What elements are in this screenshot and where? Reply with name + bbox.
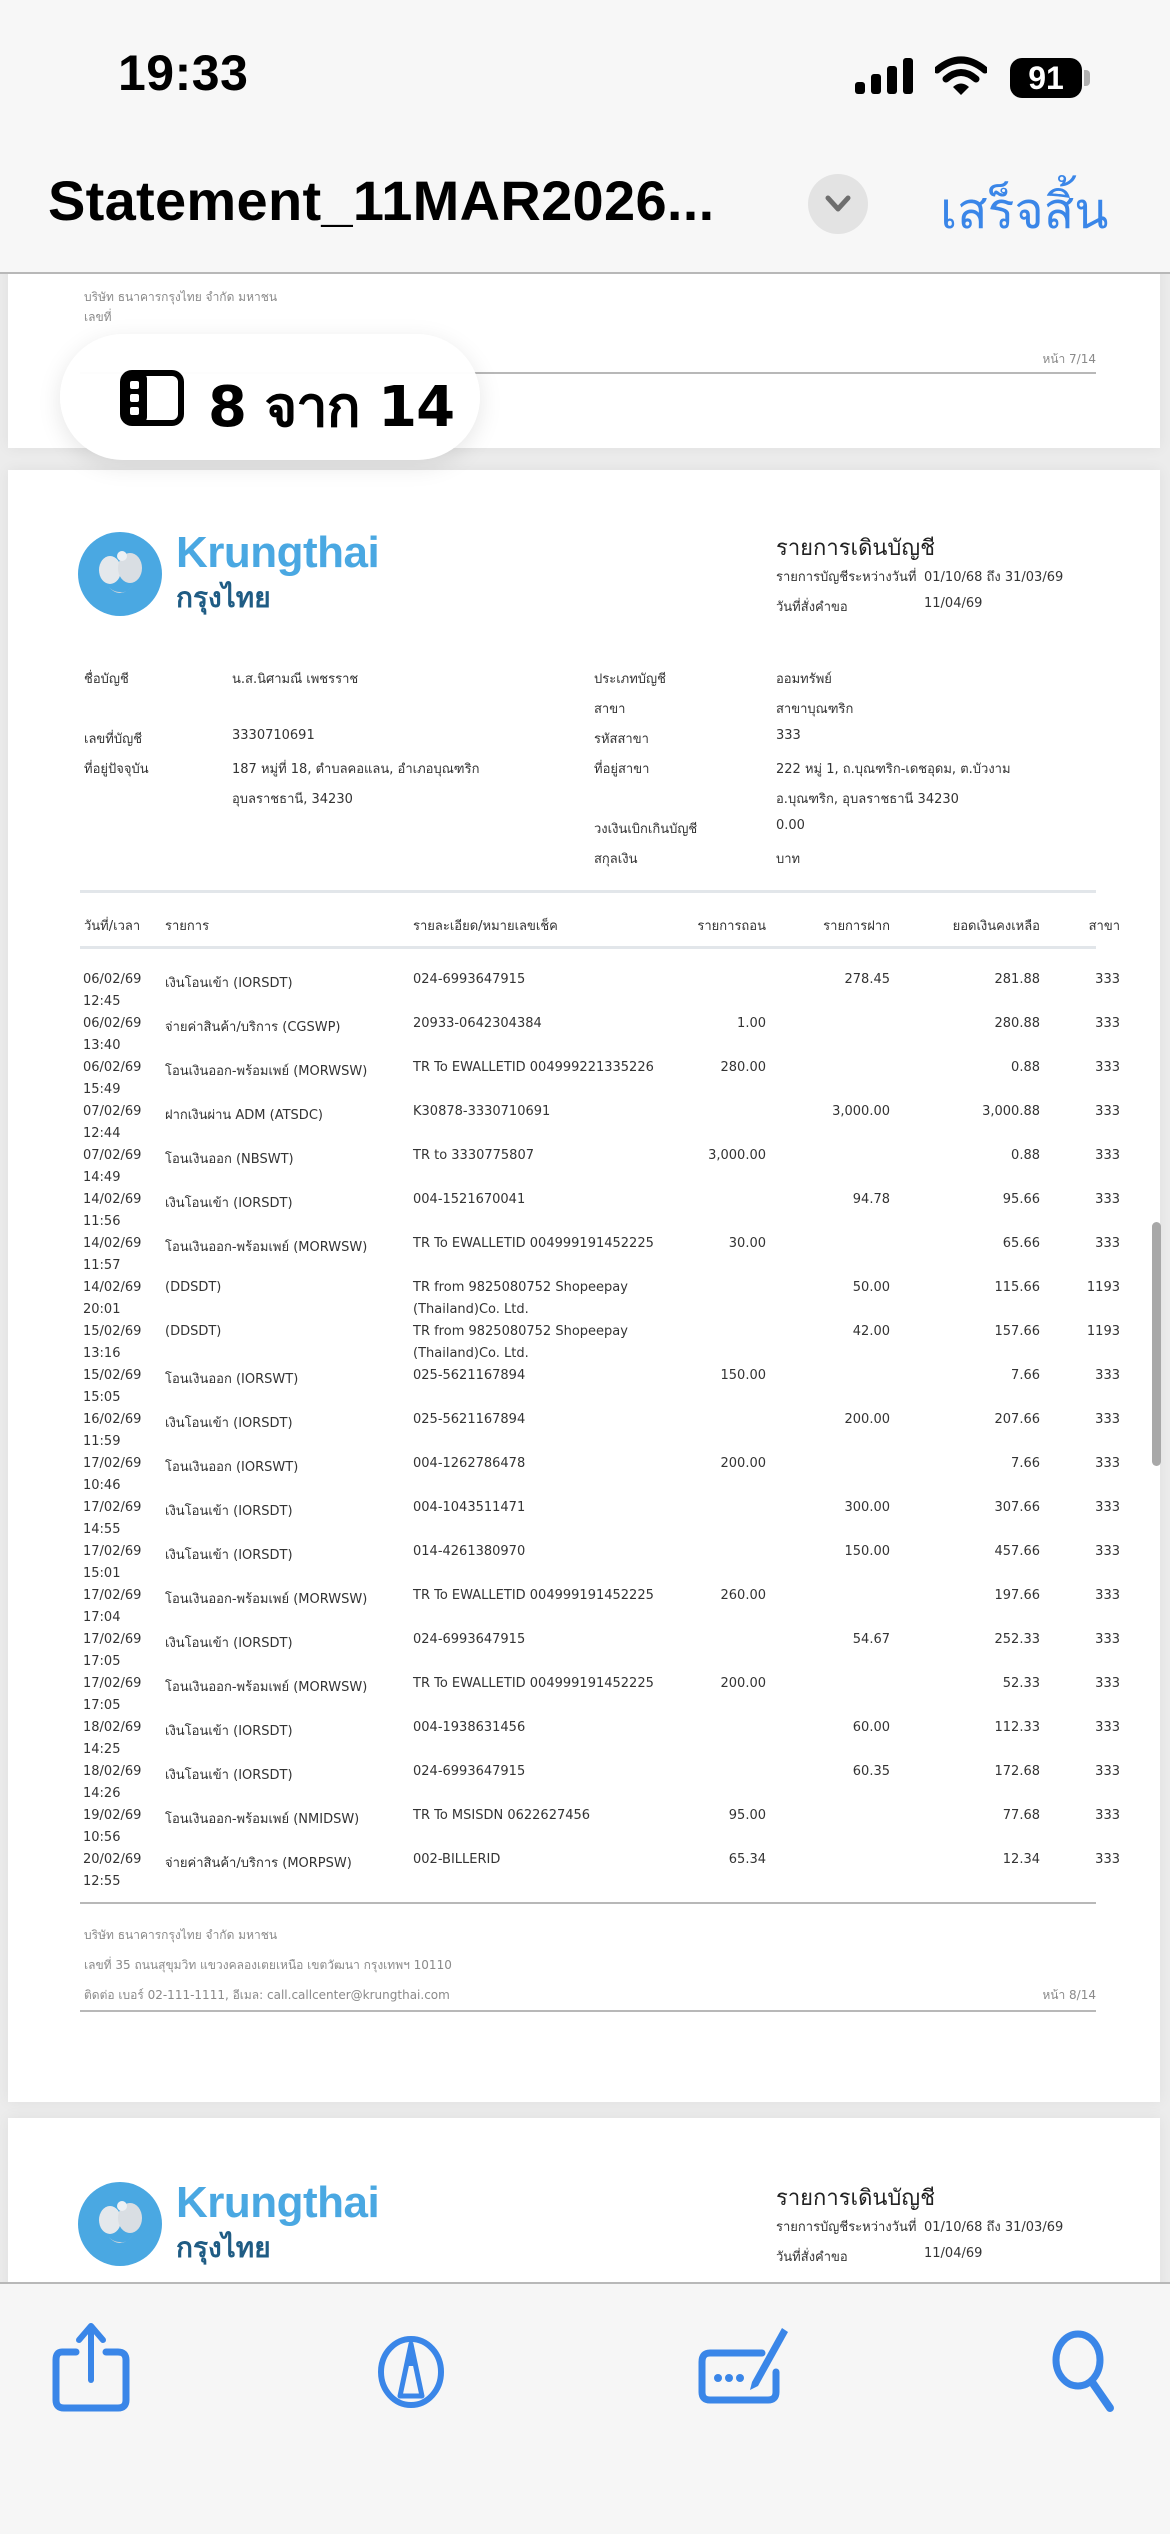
cell-transaction: เงินโอนเข้า (IORSDT): [165, 976, 293, 991]
cell-time: 14:26: [83, 1786, 121, 1801]
wifi-icon: [935, 56, 987, 96]
cell-transaction: โอนเงินออก-พร้อมเพย์ (MORWSW): [165, 1592, 368, 1607]
cell-balance: 12.34: [1002, 1852, 1040, 1867]
cell-balance: 207.66: [994, 1412, 1040, 1427]
cell-balance: 115.66: [994, 1280, 1040, 1295]
cell-time: 15:01: [83, 1566, 121, 1581]
cell-time: 11:56: [83, 1214, 121, 1229]
cell-transaction: (DDSDT): [165, 1324, 222, 1339]
period-value: 01/10/68 ถึง 31/03/69: [924, 2220, 1064, 2235]
footer-bottom-rule: [80, 2010, 1096, 2012]
cell-date: 19/02/69: [83, 1808, 142, 1823]
table-row: [8, 1544, 1160, 1588]
table-row: [8, 1368, 1160, 1412]
krungthai-logo: [78, 2178, 380, 2272]
table-header-top-rule: [80, 890, 1096, 893]
cell-transaction: โอนเงินออก-พร้อมเพย์ (MORWSW): [165, 1064, 368, 1079]
cell-detail: K30878-3330710691: [413, 1104, 551, 1119]
cell-branch: 333: [1095, 1632, 1120, 1647]
account-name-value: น.ส.นิศามณี เพชรราช: [232, 672, 359, 687]
cell-time: 15:49: [83, 1082, 121, 1097]
period-label: รายการบัญชีระหว่างวันที่: [776, 2220, 917, 2235]
table-row: [8, 1016, 1160, 1060]
cell-detail: TR To EWALLETID 004999191452225: [413, 1588, 654, 1603]
cell-branch: 333: [1095, 1808, 1120, 1823]
overdraft-value: 0.00: [776, 818, 805, 833]
logo-text-en: Krungthai: [176, 2178, 380, 2227]
garuda-bird-icon: [96, 546, 144, 602]
cell-branch: 333: [1095, 1852, 1120, 1867]
cell-detail: TR from 9825080752 Shopeepay: [413, 1324, 628, 1339]
cell-transaction: เงินโอนเข้า (IORSDT): [165, 1548, 293, 1563]
done-button[interactable]: เสร็จสิ้น: [940, 182, 1109, 240]
markup-button[interactable]: [366, 2320, 456, 2416]
cell-transaction: เงินโอนเข้า (IORSDT): [165, 1196, 293, 1211]
cell-detail: TR To EWALLETID 004999191452225: [413, 1236, 654, 1251]
cell-branch: 333: [1095, 972, 1120, 987]
cell-time: 12:45: [83, 994, 121, 1009]
cell-withdrawal: 260.00: [720, 1588, 766, 1603]
cell-time: 11:57: [83, 1258, 121, 1273]
cell-withdrawal: 200.00: [720, 1456, 766, 1471]
cell-balance: 65.66: [1002, 1236, 1040, 1251]
cell-time: 20:01: [83, 1302, 121, 1317]
cell-balance: 457.66: [994, 1544, 1040, 1559]
branch-address-value: 222 หมู่ 1, ถ.บุณฑริก-เดชอุดม, ต.บัวงาม: [776, 762, 1011, 777]
footer-address: เลขที่ 35 ถนนสุขุมวิท แขวงคลองเตยเหนือ เขตวัฒนา กรุงเทพฯ 10110: [84, 1958, 452, 1972]
cell-date: 06/02/69: [83, 1060, 142, 1075]
table-row: [8, 1764, 1160, 1808]
cell-balance: 7.66: [1011, 1456, 1040, 1471]
currency-label: สกุลเงิน: [594, 852, 638, 867]
cell-time: 13:40: [83, 1038, 121, 1053]
cell-branch: 333: [1095, 1456, 1120, 1471]
cell-time: 14:55: [83, 1522, 121, 1537]
cell-balance: 95.66: [1002, 1192, 1040, 1207]
cell-time: 10:56: [83, 1830, 121, 1845]
footer-address-fragment: เลขที่: [84, 310, 112, 324]
cell-detail: 20933-0642304384: [413, 1016, 542, 1031]
cell-balance: 0.88: [1011, 1148, 1040, 1163]
cell-withdrawal: 200.00: [720, 1676, 766, 1691]
col-header-withdrawal: รายการถอน: [697, 919, 766, 934]
cell-detail: TR To EWALLETID 004999221335226: [413, 1060, 654, 1075]
cell-transaction: ฝากเงินผ่าน ADM (ATSDC): [165, 1108, 323, 1123]
overdraft-label: วงเงินเบิกเกินบัญชี: [594, 822, 698, 837]
logo-text-en: Krungthai: [176, 528, 380, 577]
pdf-page-9: [8, 2118, 1160, 2282]
cell-branch: 333: [1095, 1148, 1120, 1163]
cell-withdrawal: 1.00: [737, 1016, 766, 1031]
cell-detail: 004-1521670041: [413, 1192, 526, 1207]
statement-title: รายการเดินบัญชี: [776, 2186, 936, 2211]
battery-tip: [1084, 70, 1090, 86]
cell-detail: 025-5621167894: [413, 1368, 526, 1383]
cell-date: 16/02/69: [83, 1412, 142, 1427]
cell-deposit: 42.00: [852, 1324, 890, 1339]
cell-branch: 333: [1095, 1676, 1120, 1691]
cell-transaction: เงินโอนเข้า (IORSDT): [165, 1724, 293, 1739]
pdf-viewer[interactable]: [0, 274, 1170, 2282]
table-row: [8, 1852, 1160, 1896]
cell-branch: 333: [1095, 1764, 1120, 1779]
krungthai-logo: [78, 528, 380, 622]
page-number: หน้า 8/14: [1042, 1988, 1096, 2002]
signal-icon: [855, 58, 915, 94]
cell-branch: 333: [1095, 1412, 1120, 1427]
account-number-value: 3330710691: [232, 728, 315, 743]
cell-detail: 004-1938631456: [413, 1720, 526, 1735]
cell-detail: 025-5621167894: [413, 1412, 526, 1427]
table-row: [8, 1412, 1160, 1456]
cell-date: 17/02/69: [83, 1456, 142, 1471]
branch-value: สาขาบุณฑริก: [776, 702, 854, 717]
cell-deposit: 54.67: [852, 1632, 890, 1647]
cell-balance: 112.33: [994, 1720, 1040, 1735]
cell-deposit: 60.35: [852, 1764, 890, 1779]
share-icon: [46, 2320, 136, 2416]
cell-date: 17/02/69: [83, 1588, 142, 1603]
cell-branch: 333: [1095, 1192, 1120, 1207]
cell-balance: 52.33: [1002, 1676, 1040, 1691]
cell-time: 17:04: [83, 1610, 121, 1625]
cell-date: 14/02/69: [83, 1280, 142, 1295]
col-header-balance: ยอดเงินคงเหลือ: [952, 919, 1040, 934]
bottom-toolbar: [0, 2282, 1170, 2534]
cell-time: 17:05: [83, 1698, 121, 1713]
table-row: [8, 1192, 1160, 1236]
cell-transaction: เงินโอนเข้า (IORSDT): [165, 1768, 293, 1783]
branch-code-label: รหัสสาขา: [594, 732, 649, 747]
table-row: [8, 1236, 1160, 1280]
cell-balance: 197.66: [994, 1588, 1040, 1603]
cell-time: 17:05: [83, 1654, 121, 1669]
request-date-label: วันที่สั่งคำขอ: [776, 600, 848, 615]
address-value-line2: อุบลราชธานี, 34230: [232, 792, 353, 807]
cell-balance: 252.33: [994, 1632, 1040, 1647]
page-number: หน้า 7/14: [1042, 352, 1096, 366]
nav-bar: [0, 150, 1170, 274]
cell-branch: 1193: [1086, 1280, 1120, 1295]
cell-transaction: เงินโอนเข้า (IORSDT): [165, 1504, 293, 1519]
branch-address-value-line2: อ.บุณฑริก, อุบลราชธานี 34230: [776, 792, 959, 807]
status-time: 19:33: [118, 45, 249, 101]
cell-detail: TR To MSISDN 0622627456: [413, 1808, 591, 1823]
cell-date: 14/02/69: [83, 1192, 142, 1207]
cell-time: 13:16: [83, 1346, 121, 1361]
signature-icon: [696, 2320, 796, 2416]
cell-deposit: 50.00: [852, 1280, 890, 1295]
cell-time: 15:05: [83, 1390, 121, 1405]
cell-branch: 333: [1095, 1060, 1120, 1075]
cell-withdrawal: 95.00: [728, 1808, 766, 1823]
footer-top-rule: [80, 1902, 1096, 1904]
vertical-scrollbar[interactable]: [1152, 1222, 1161, 1466]
cell-date: 07/02/69: [83, 1148, 142, 1163]
request-date-value: 11/04/69: [924, 596, 983, 611]
cell-transaction: จ่ายค่าสินค้า/บริการ (MORPSW): [165, 1856, 352, 1871]
cell-date: 15/02/69: [83, 1368, 142, 1383]
share-button[interactable]: [46, 2320, 136, 2416]
cell-detail: 004-1043511471: [413, 1500, 526, 1515]
logo-text-th: กรุงไทย: [176, 581, 271, 614]
table-row: [8, 972, 1160, 1016]
pdf-page-8: [8, 470, 1160, 2102]
col-header-transaction: รายการ: [165, 919, 210, 934]
cell-transaction: จ่ายค่าสินค้า/บริการ (CGSWP): [165, 1020, 341, 1035]
cell-detail: 004-1262786478: [413, 1456, 526, 1471]
cell-balance: 157.66: [994, 1324, 1040, 1339]
cell-date: 18/02/69: [83, 1720, 142, 1735]
cell-detail: 024-6993647915: [413, 1632, 526, 1647]
cell-date: 20/02/69: [83, 1852, 142, 1867]
col-header-deposit: รายการฝาก: [823, 919, 890, 934]
cell-branch: 1193: [1086, 1324, 1120, 1339]
cell-withdrawal: 30.00: [728, 1236, 766, 1251]
footer-contact: ติดต่อ เบอร์ 02-111-1111, อีเมล: call.callcenter@krungthai.com: [84, 1988, 450, 2002]
cell-transaction: เงินโอนเข้า (IORSDT): [165, 1636, 293, 1651]
account-name-label: ชื่อบัญชี: [84, 672, 129, 687]
table-header-bottom-rule: [80, 946, 1096, 949]
table-row: [8, 1632, 1160, 1676]
chevron-down-icon: [825, 194, 851, 214]
logo-text-th: กรุงไทย: [176, 2231, 271, 2264]
markup-pen-icon: [366, 2320, 456, 2416]
cell-detail: 024-6993647915: [413, 1764, 526, 1779]
table-row: [8, 1808, 1160, 1852]
table-row: [8, 1456, 1160, 1500]
cell-withdrawal: 150.00: [720, 1368, 766, 1383]
cell-branch: 333: [1095, 1500, 1120, 1515]
cell-time: 14:49: [83, 1170, 121, 1185]
cell-detail: TR to 3330775807: [413, 1148, 534, 1163]
period-label: รายการบัญชีระหว่างวันที่: [776, 570, 917, 585]
cell-balance: 7.66: [1011, 1368, 1040, 1383]
cell-date: 06/02/69: [83, 1016, 142, 1031]
cell-detail: 014-4261380970: [413, 1544, 526, 1559]
cell-deposit: 3,000.00: [832, 1104, 890, 1119]
branch-label: สาขา: [594, 702, 626, 717]
cell-detail: 024-6993647915: [413, 972, 526, 987]
cell-detail: TR To EWALLETID 004999191452225: [413, 1676, 654, 1691]
table-row: [8, 1060, 1160, 1104]
account-type-value: ออมทรัพย์: [776, 672, 832, 687]
cell-branch: 333: [1095, 1368, 1120, 1383]
cell-deposit: 150.00: [844, 1544, 890, 1559]
document-title[interactable]: Statement_11MAR2026...: [48, 169, 715, 232]
request-date-label: วันที่สั่งคำขอ: [776, 2250, 848, 2265]
cell-time: 11:59: [83, 1434, 121, 1449]
cell-detail-line2: (Thailand)Co. Ltd.: [413, 1302, 529, 1317]
table-row: [8, 1720, 1160, 1764]
table-row: [8, 1588, 1160, 1632]
cell-transaction: เงินโอนเข้า (IORSDT): [165, 1416, 293, 1431]
sidebar-thumbnails-icon: [120, 370, 184, 426]
cell-date: 18/02/69: [83, 1764, 142, 1779]
logo-circle: [78, 2182, 162, 2266]
cell-deposit: 200.00: [844, 1412, 890, 1427]
cell-time: 12:55: [83, 1874, 121, 1889]
cell-transaction: โอนเงินออก (IORSWT): [165, 1372, 299, 1387]
table-row: [8, 1148, 1160, 1192]
address-value: 187 หมู่ที่ 18, ตำบลคอแลน, อำเภอบุณฑริก: [232, 762, 480, 777]
cell-balance: 77.68: [1002, 1808, 1040, 1823]
col-header-datetime: วันที่/เวลา: [84, 919, 141, 934]
search-icon: [1040, 2320, 1130, 2416]
cell-time: 10:46: [83, 1478, 121, 1493]
cell-transaction: (DDSDT): [165, 1280, 222, 1295]
status-bar: [0, 0, 1170, 150]
branch-code-value: 333: [776, 728, 801, 743]
cell-date: 17/02/69: [83, 1632, 142, 1647]
col-header-branch: สาขา: [1088, 919, 1120, 934]
branch-address-label: ที่อยู่สาขา: [594, 762, 650, 777]
cell-transaction: โอนเงินออก-พร้อมเพย์ (MORWSW): [165, 1680, 368, 1695]
cell-branch: 333: [1095, 1544, 1120, 1559]
cell-date: 17/02/69: [83, 1676, 142, 1691]
cell-transaction: โอนเงินออก-พร้อมเพย์ (NMIDSW): [165, 1812, 360, 1827]
cell-branch: 333: [1095, 1104, 1120, 1119]
cell-detail: TR from 9825080752 Shopeepay: [413, 1280, 628, 1295]
cell-balance: 3,000.88: [982, 1104, 1040, 1119]
cell-time: 14:25: [83, 1742, 121, 1757]
cell-transaction: โอนเงินออก (IORSWT): [165, 1460, 299, 1475]
cell-balance: 280.88: [994, 1016, 1040, 1031]
table-row: [8, 1676, 1160, 1720]
garuda-bird-icon: [96, 2196, 144, 2252]
footer-company: บริษัท ธนาคารกรุงไทย จำกัด มหาชน: [84, 1928, 278, 1942]
logo-circle: [78, 532, 162, 616]
cell-date: 17/02/69: [83, 1500, 142, 1515]
cell-withdrawal: 65.34: [728, 1852, 766, 1867]
cell-withdrawal: 3,000.00: [708, 1148, 766, 1163]
cell-branch: 333: [1095, 1236, 1120, 1251]
cell-balance: 307.66: [994, 1500, 1040, 1515]
statement-title: รายการเดินบัญชี: [776, 536, 936, 561]
request-date-value: 11/04/69: [924, 2246, 983, 2261]
cell-date: 15/02/69: [83, 1324, 142, 1339]
cell-deposit: 278.45: [844, 972, 890, 987]
account-number-label: เลขที่บัญชี: [84, 732, 143, 747]
cell-branch: 333: [1095, 1016, 1120, 1031]
table-row: [8, 1104, 1160, 1148]
cell-deposit: 94.78: [852, 1192, 890, 1207]
period-value: 01/10/68 ถึง 31/03/69: [924, 570, 1064, 585]
title-menu-button[interactable]: [808, 174, 868, 234]
cell-balance: 0.88: [1011, 1060, 1040, 1075]
cell-branch: 333: [1095, 1588, 1120, 1603]
cell-date: 14/02/69: [83, 1236, 142, 1251]
address-label: ที่อยู่ปัจจุบัน: [84, 762, 149, 777]
search-button[interactable]: [1040, 2320, 1130, 2416]
table-row: [8, 1280, 1160, 1324]
cell-detail: 002-BILLERID: [413, 1852, 501, 1867]
cell-transaction: โอนเงินออก (NBSWT): [165, 1152, 294, 1167]
table-row: [8, 1500, 1160, 1544]
cell-branch: 333: [1095, 1720, 1120, 1735]
currency-value: บาท: [776, 852, 801, 867]
cell-transaction: โอนเงินออก-พร้อมเพย์ (MORWSW): [165, 1240, 368, 1255]
cell-withdrawal: 280.00: [720, 1060, 766, 1075]
cell-time: 12:44: [83, 1126, 121, 1141]
signature-button[interactable]: [696, 2320, 796, 2416]
page-indicator-text: 8 จาก 14: [208, 375, 455, 440]
cell-deposit: 300.00: [844, 1500, 890, 1515]
table-row: [8, 1324, 1160, 1368]
cell-detail-line2: (Thailand)Co. Ltd.: [413, 1346, 529, 1361]
battery-icon: 91: [1010, 58, 1082, 98]
cell-date: 07/02/69: [83, 1104, 142, 1119]
cell-balance: 172.68: [994, 1764, 1040, 1779]
footer-company: บริษัท ธนาคารกรุงไทย จำกัด มหาชน: [84, 290, 278, 304]
cell-date: 06/02/69: [83, 972, 142, 987]
page-indicator[interactable]: [60, 334, 480, 460]
account-type-label: ประเภทบัญชี: [594, 672, 666, 687]
cell-deposit: 60.00: [852, 1720, 890, 1735]
cell-date: 17/02/69: [83, 1544, 142, 1559]
cell-balance: 281.88: [994, 972, 1040, 987]
col-header-detail: รายละเอียด/หมายเลขเช็ค: [413, 919, 558, 934]
